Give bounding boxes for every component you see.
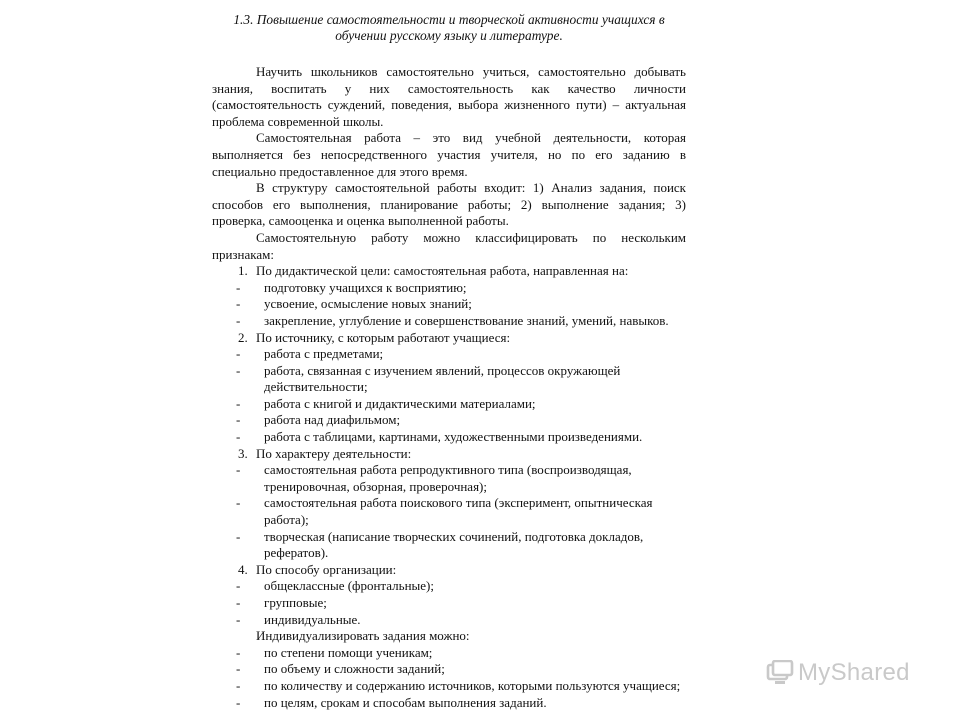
item-number: 2. [238,329,248,345]
dash-bullet: - [236,661,241,677]
list-item [212,595,686,612]
individualization-heading: Индивидуализировать задания можно: [256,628,470,644]
dash-bullet: - [236,429,241,445]
dash-bullet: - [236,694,241,710]
list-item-text: работа с книгой и дидактическими материалами; [264,395,536,411]
numbered-heading-text: По способу организации: [256,561,397,577]
paragraph: В структуру самостоятельной работы входит: 1) Анализ задания, поиск способов его выполнения, планирование работы; 2) выполнение задания; 3) проверка, самооценка и оценка выполненной работы. [212,180,686,229]
dash-bullet: - [236,362,241,378]
list-item-text: усвоение, осмысление новых знаний; [264,296,472,312]
list-item-text: по количеству и содержанию источников, которыми пользуются учащиеся; [264,677,681,693]
list-item-text: групповые; [264,595,327,610]
list-item [212,396,686,413]
list-item [212,495,686,528]
list-item [212,363,686,396]
list-item [212,296,686,313]
list-item [212,529,686,562]
numbered-heading-text: По дидактической цели: самостоятельная работа, направленная на: [256,263,629,279]
list-item [212,346,686,363]
dash-bullet: - [236,495,241,511]
dash-bullet: - [236,677,241,693]
list-item-text: общеклассные (фронтальные); [264,578,434,594]
dash-bullet: - [236,462,241,478]
list-item [212,313,686,330]
list-item [212,612,686,629]
numbered-heading-text: По источнику, с которым работают учащиеся: [256,329,511,345]
list-item [212,645,686,662]
list-item [212,412,686,429]
myshared-watermark [766,658,910,688]
list-item-text: подготовку учащихся к восприятию; [264,279,467,295]
section-title [212,12,686,44]
list-item-text: самостоятельная работа репродуктивного типа (воспроизводящая, тренировочная, обзорная, проверочная); [264,462,632,494]
paragraph: Самостоятельную работу можно классифицировать по нескольким признакам: [212,229,686,262]
dash-bullet: - [236,395,241,411]
list-item-text: работа с предметами; [264,346,384,362]
list-item-text: по объему и сложности заданий; [264,661,445,677]
dash-bullet: - [236,528,241,544]
item-number: 3. [238,445,248,461]
list-item-text: индивидуальные. [264,611,361,627]
watermark-text: MyShared [798,659,910,686]
numbered-heading [212,263,686,280]
paragraph: Научить школьников самостоятельно учиться, самостоятельно добывать знания, воспитать у них самостоятельность как качество личности (самостоятельность суждений, поведения, выбора жизненного пути) – актуальная проблема современной школы. [212,64,686,129]
title-line-1: 1.3. Повышение самостоятельности и творческой активности учащихся в [233,12,665,27]
paragraph: Самостоятельная работа – это вид учебной деятельности, которая выполняется без непосредственного участия учителя, но по его заданию в специально предоставленное для этого время. [212,130,686,179]
myshared-logo-icon [766,660,794,686]
list-item [212,695,686,712]
title-line-2: обучении русскому языку и литературе. [335,28,563,43]
numbered-heading [212,562,686,579]
list-item-text: работа, связанная с изучением явлений, процессов окружающей действительности; [264,362,621,395]
list-item-text: по степени помощи ученикам; [264,644,433,660]
item-number: 4. [238,561,248,577]
list-item-text: закрепление, углубление и совершенствование знаний, умений, навыков. [264,312,669,328]
dash-bullet: - [236,312,241,328]
list-item-text: по целям, срокам и способам выполнения заданий. [264,694,547,710]
numbered-heading-text: По характеру деятельности: [256,445,412,461]
dash-bullet: - [236,611,241,627]
list-item [212,462,686,495]
scanned-page [212,12,686,711]
dash-bullet: - [236,412,241,428]
list-item [212,678,686,695]
list-item [212,429,686,446]
numbered-heading [212,330,686,347]
list-item-text: работа с таблицами, картинами, художественными произведениями. [264,429,643,445]
list-item-text: работа над диафильмом; [264,412,401,428]
dash-bullet: - [236,644,241,660]
dash-bullet: - [236,296,241,312]
item-number: 1. [238,263,248,279]
dash-bullet: - [236,578,241,594]
list-item-text: творческая (написание творческих сочинений, подготовка докладов, рефератов). [264,528,644,561]
dash-bullet: - [236,346,241,362]
list-item [212,661,686,678]
list-item [212,578,686,595]
list-item [212,280,686,297]
dash-bullet: - [236,279,241,295]
dash-bullet: - [236,595,241,610]
numbered-heading [212,446,686,463]
list-item-text: самостоятельная работа поискового типа (эксперимент, опытническая работа); [264,495,653,528]
